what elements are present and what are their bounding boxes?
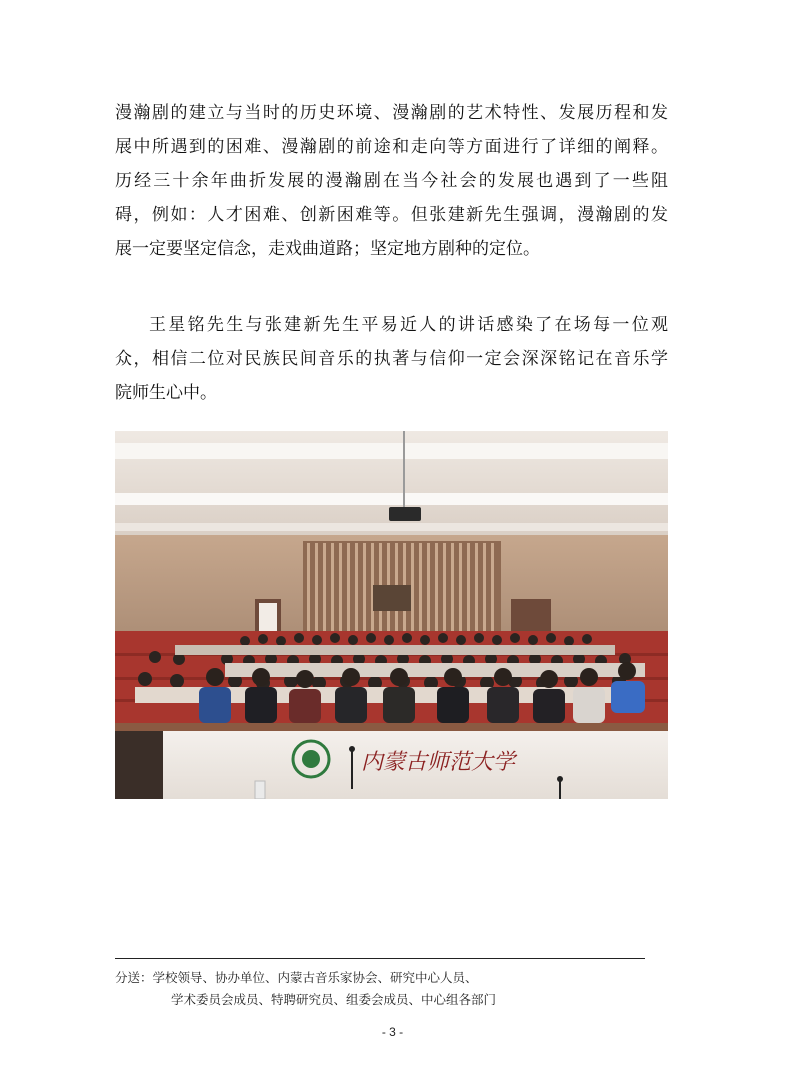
paragraph-line: 历经三十余年曲折发展的漫瀚剧在当今社会的发展也遇到了一些阻	[115, 171, 668, 191]
group-photo-image	[115, 431, 668, 799]
body-paragraph-2	[115, 308, 675, 410]
group-photo	[115, 431, 668, 799]
paragraph-line: 展一定要坚定信念，走戏曲道路；坚定地方剧种的定位。	[115, 239, 540, 259]
distribution-label: 分送：	[115, 970, 153, 985]
distribution-line: 学校领导、协办单位、内蒙古音乐家协会、研究中心人员、	[152, 970, 478, 985]
body-paragraph-1	[115, 96, 675, 266]
banner-text: 内蒙古师范大学	[361, 750, 516, 775]
paragraph-line: 院师生心中。	[115, 383, 217, 403]
paragraph-line: 众，相信二位对民族民间音乐的执著与信仰一定会深深铭记在音乐学	[115, 349, 668, 369]
paragraph-line: 王星铭先生与张建新先生平易近人的讲话感染了在场每一位观	[149, 315, 668, 335]
distribution-line: 学术委员会成员、特聘研究员、组委会成员、中心组各部门	[171, 992, 497, 1007]
paragraph-line: 碍，例如：人才困难、创新困难等。但张建新先生强调，漫瀚剧的发	[115, 205, 668, 225]
paragraph-line: 漫瀚剧的建立与当时的历史环境、漫瀚剧的艺术特性、发展历程和发	[115, 103, 668, 123]
paragraph-line: 展中所遇到的困难、漫瀚剧的前途和走向等方面进行了详细的阐释。	[115, 137, 668, 157]
footer-divider	[115, 958, 645, 959]
page-number: - 3 -	[381, 1025, 404, 1039]
distribution-list	[115, 967, 496, 1011]
